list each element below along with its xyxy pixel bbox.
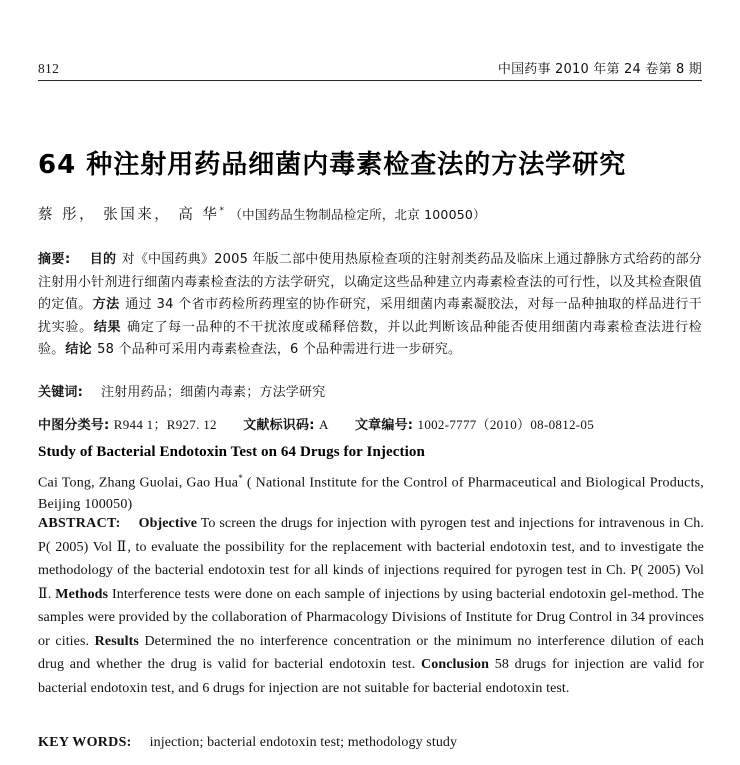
chinese-abstract-label: 摘要: — [38, 252, 71, 267]
chinese-author-line — [38, 203, 702, 224]
classification-line — [38, 414, 702, 433]
english-methods-label: Methods — [55, 586, 109, 602]
clc-label: 中图分类号: — [38, 418, 110, 433]
english-methods-text: Interference tests were done on each sample of injections by using bacterial endotoxin gel-method. The samples were provided by the collaboration of Pharmacology Divisions of Institute for Drug Control in 34 provinces or cities. — [38, 586, 705, 649]
corresponding-author-marker-en: * — [238, 473, 243, 483]
english-conclusion-text: 58 drugs for injection are valid for bacterial endotoxin test, and 6 drugs for injection are not suitable for bacterial endotoxin test. — [38, 657, 704, 696]
chinese-conclusion-label: 结论 — [65, 342, 92, 357]
english-conclusion-label: Conclusion — [421, 657, 489, 672]
running-head — [38, 58, 702, 77]
english-affiliation: ( National Institute for the Control of Pharmaceutical and Biological Products, Beijing 100050) — [38, 475, 705, 512]
chinese-keywords — [38, 381, 702, 400]
chinese-results-text: 确定了每一品种的不干扰浓度或稀释倍数，并以此判断该品种能否使用细菌内毒素检查法进行检验。 — [38, 319, 702, 357]
english-abstract-label: ABSTRACT: — [38, 516, 121, 531]
chinese-keywords-label: 关键词: — [38, 385, 83, 400]
english-keywords-label: KEY WORDS: — [38, 735, 132, 750]
journal-issue-line: 中国药事 2010 年第 24 卷第 8 期 — [497, 62, 702, 77]
page-number: 812 — [38, 61, 60, 76]
article-id-value: 1002-7777（2010）08-0812-05 — [417, 417, 595, 432]
header-divider — [38, 80, 702, 81]
clc-value: R944 1；R927. 12 — [113, 417, 217, 432]
english-author-names: Cai Tong, Zhang Guolai, Gao Hua — [38, 475, 239, 491]
chinese-objective-label: 目的 — [89, 252, 117, 267]
english-keywords — [38, 735, 704, 751]
english-results-label: Results — [94, 633, 139, 649]
english-objective-label: Objective — [138, 516, 198, 531]
chinese-conclusion-text: 58 个品种可采用内毒素检查法，6 个品种需进行进一步研究。 — [97, 342, 462, 357]
document-code-label: 文献标识码: — [243, 418, 315, 433]
chinese-results-label: 结果 — [93, 319, 122, 335]
english-author-line — [38, 468, 704, 515]
chinese-methods-label: 方法 — [92, 297, 120, 312]
english-results-text: Determined the no interference concentration or the minimum no interference dilution of each drug and whether the drug is valid for bacterial endotoxin test. — [38, 633, 704, 672]
chinese-affiliation: （中国药品生物制品检定所，北京 100050） — [229, 207, 486, 222]
english-abstract — [38, 512, 704, 700]
chinese-keywords-value: 注射用药品；细菌内毒素；方法学研究 — [101, 385, 326, 400]
english-title: Study of Bacterial Endotoxin Test on 64 Drugs for Injection — [38, 444, 425, 460]
chinese-author-names: 蔡 彤， 张国来， 高 华 — [38, 207, 220, 223]
english-objective-text: To screen the drugs for injection with pyrogen test and injections for intravenous in Ch. P( 2005) Vol Ⅱ, to evaluate the possibility for the replacement with bacterial endotoxin test, and to investigate the methodology of the bacterial endotoxin test for all kinds of injections required for pyrogen test in Ch. P( 2005) Vol Ⅱ. — [38, 516, 704, 602]
chinese-methods-text: 通过 34 个省市药检所药理室的协作研究，采用细菌内毒素凝胶法，对每一品种抽取的样品进行干扰实验。 — [38, 297, 702, 335]
document-code-value: A — [318, 417, 329, 432]
corresponding-author-marker: * — [219, 206, 225, 217]
article-id-label: 文章编号: — [354, 418, 414, 433]
english-keywords-value: injection; bacterial endotoxin test; methodology study — [149, 735, 458, 750]
page-title: 64 种注射用药品细菌内毒素检查法的方法学研究 — [38, 150, 627, 181]
chinese-objective-text: 对《中国药典》2005 年版二部中使用热原检查项的注射剂类药品及临床上通过静脉方式给药的部分注射用小针剂进行细菌内毒素检查法的方法学研究，以确定这些品种建立内毒素检查法的可行性，以及其检查限值的定值。 — [38, 252, 702, 312]
chinese-abstract — [38, 249, 702, 362]
